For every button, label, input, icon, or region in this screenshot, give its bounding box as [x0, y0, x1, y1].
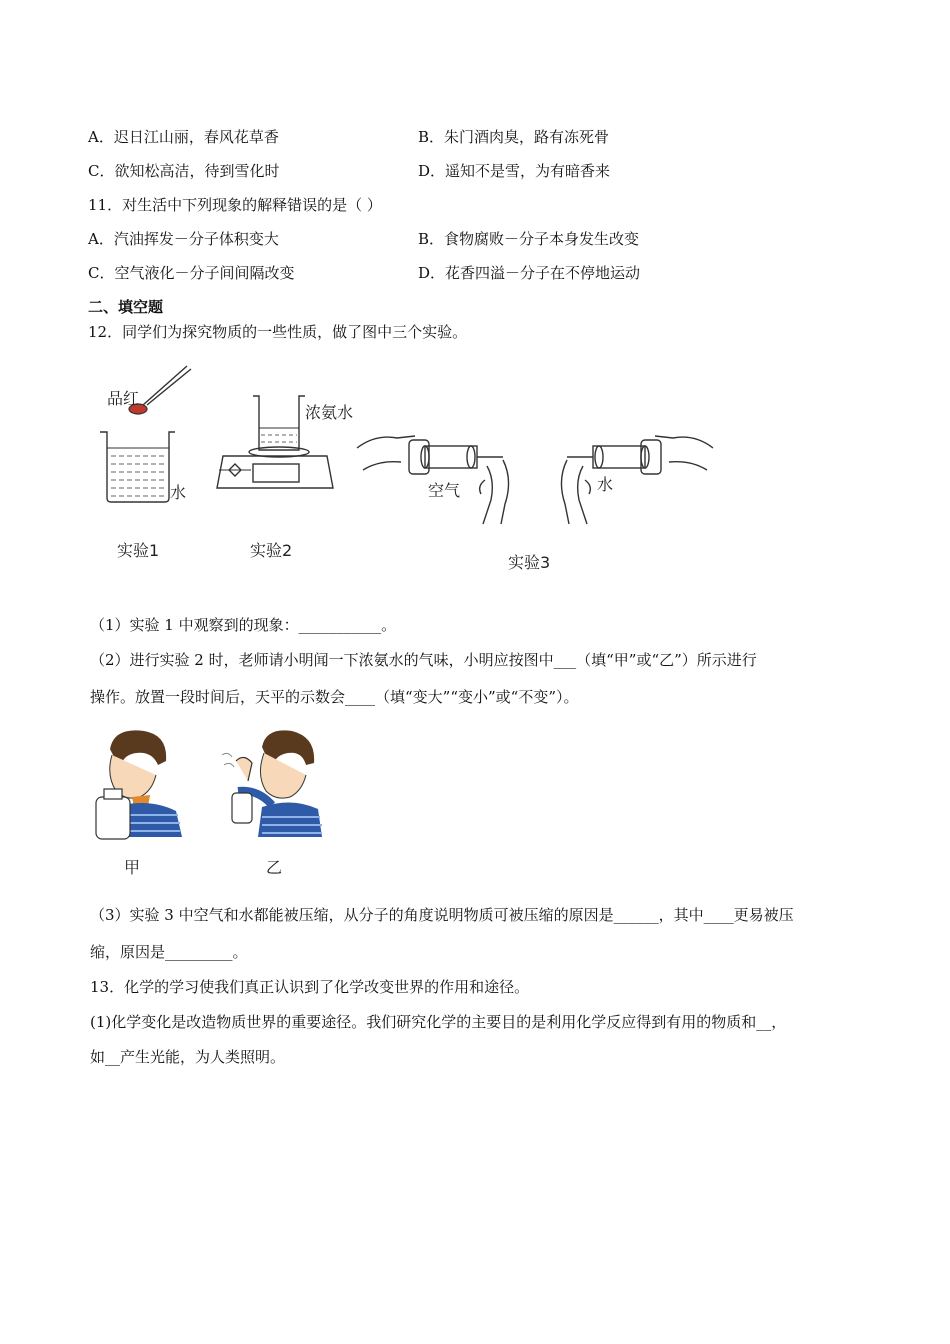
syringe-water-illustration [545, 420, 715, 530]
syringe-air-illustration [355, 420, 525, 530]
q11-option-d: D．花香四溢－分子在不停地运动 [418, 264, 641, 282]
caption-experiment-2: 实验2 [250, 541, 293, 560]
q11-option-a: A．汽油挥发－分子体积变大 [88, 230, 279, 248]
q11-option-b: B．食物腐败－分子本身发生改变 [418, 230, 640, 248]
q12-part2-line1: （2）进行实验 2 时，老师请小明闻一下浓氨水的气味，小明应按图中___（填“甲”或“乙”）所示进行 [90, 651, 757, 669]
label-water-2: 水 [597, 475, 614, 494]
boy-yi-illustration [222, 725, 322, 840]
label-yi: 乙 [266, 858, 283, 877]
beaker-spoon-illustration [95, 360, 215, 520]
q12-part3-line2: 缩，原因是_________。 [90, 943, 248, 961]
label-water: 水 [170, 483, 187, 502]
caption-experiment-1: 实验1 [117, 541, 160, 560]
q11-stem: 11．对生活中下列现象的解释错误的是（ ） [88, 196, 382, 214]
label-pinhong: 品红 [107, 389, 140, 408]
q10-option-c: C．欲知松高洁，待到雪化时 [88, 162, 280, 180]
q13-stem: 13．化学的学习使我们真正认识到了化学改变世界的作用和途径。 [90, 978, 530, 996]
q11-option-c: C．空气液化－分子间间隔改变 [88, 264, 295, 282]
q12-stem: 12．同学们为探究物质的一些性质，做了图中三个实验。 [88, 323, 468, 341]
label-ammonia: 浓氨水 [305, 403, 354, 422]
boy-jia-illustration [92, 725, 192, 840]
q12-part3-line1: （3）实验 3 中空气和水都能被压缩，从分子的角度说明物质可被压缩的原因是______，其中____更易被压 [90, 906, 794, 924]
section-title: 二、填空题 [88, 298, 164, 316]
q10-option-b: B．朱门酒肉臭，路有冻死骨 [418, 128, 610, 146]
q10-option-a: A．迟日江山丽，春风花草香 [88, 128, 279, 146]
caption-experiment-3: 实验3 [508, 553, 551, 572]
q12-part2-line2: 操作。放置一段时间后，天平的示数会____（填“变大”“变小”或“不变”）。 [90, 688, 579, 706]
q10-option-d: D．遥知不是雪，为有暗香来 [418, 162, 611, 180]
q13-part1-line2: 如__产生光能，为人类照明。 [90, 1048, 286, 1066]
q13-part1-line1: (1)化学变化是改造物质世界的重要途径。我们研究化学的主要目的是利用化学反应得到有用的物质和__， [90, 1013, 787, 1031]
q12-part1: （1）实验 1 中观察到的现象：___________。 [90, 616, 397, 634]
label-air: 空气 [428, 481, 461, 500]
label-jia: 甲 [124, 858, 141, 877]
